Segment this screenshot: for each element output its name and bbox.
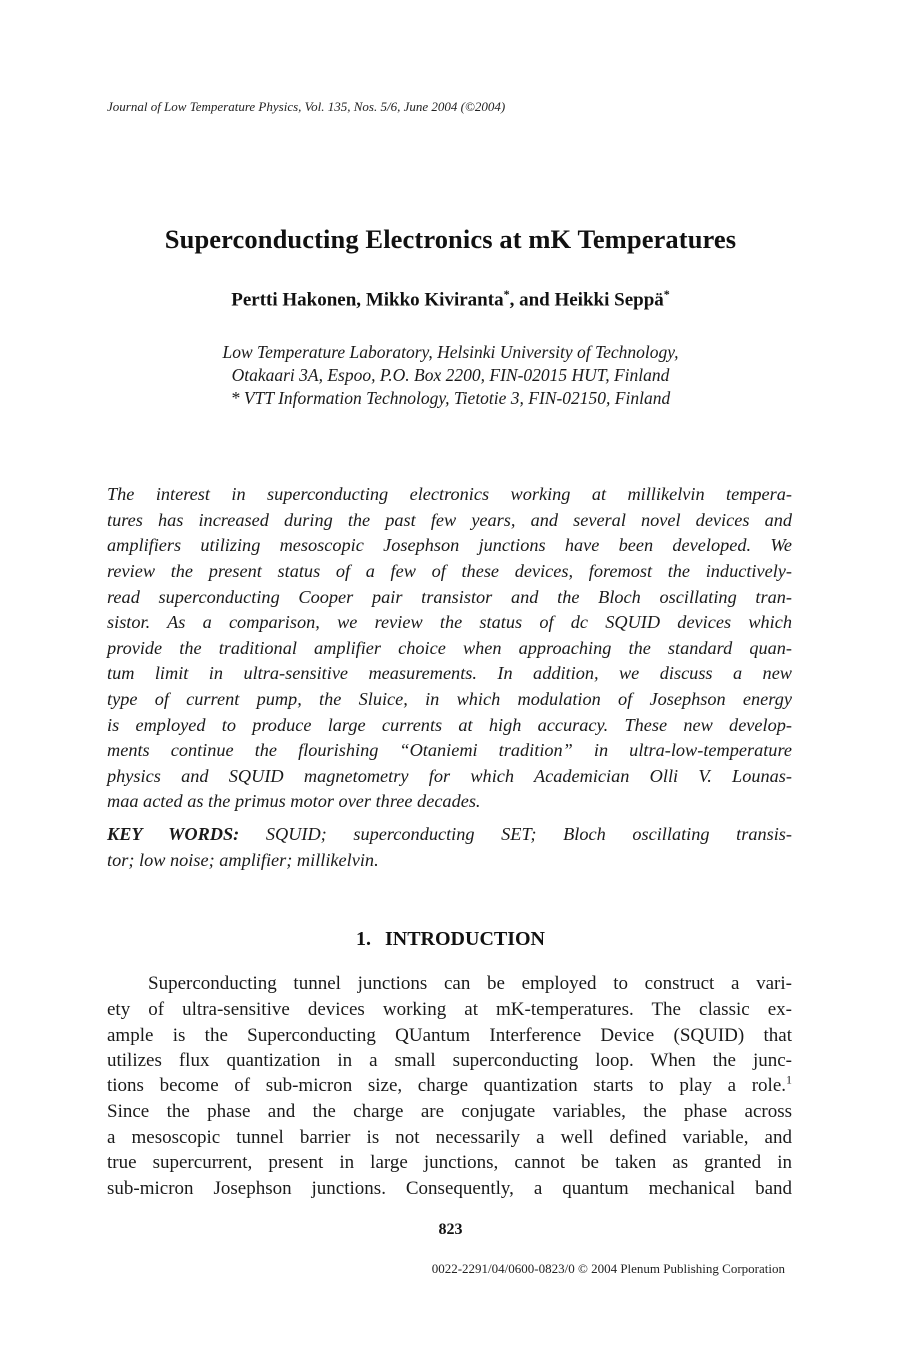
- abstract-line: tures has increased during the past few years, and several novel devices and: [107, 510, 792, 530]
- body-line: a mesoscopic tunnel barrier is not necessarily a well defined variable, and: [107, 1127, 792, 1148]
- abstract-line: maa acted as the primus motor over three decades.: [107, 791, 481, 811]
- affiliation-line: Low Temperature Laboratory, Helsinki University of Technology,: [222, 342, 679, 362]
- abstract-line: provide the traditional amplifier choice when approaching the standard quan-: [107, 638, 792, 658]
- abstract-line: ments continue the flourishing “Otaniemi tradition” in ultra-low-temperature: [107, 740, 792, 760]
- body-line: sub-micron Josephson junctions. Consequently, a quantum mechanical band: [107, 1178, 792, 1199]
- abstract-line: physics and SQUID magnetometry for which Academician Olli V. Lounas-: [107, 766, 792, 786]
- abstract-line: type of current pump, the Sluice, in which modulation of Josephson energy: [107, 689, 792, 709]
- page-number: 823: [438, 1221, 463, 1238]
- paper-title: Superconducting Electronics at mK Temperatures: [164, 224, 737, 254]
- reference-mark: 1: [786, 1072, 792, 1087]
- affiliation-line: Otakaari 3A, Espoo, P.O. Box 2200, FIN-02015 HUT, Finland: [231, 365, 670, 385]
- abstract-line: read superconducting Cooper pair transistor and the Bloch oscillating tran-: [107, 587, 792, 607]
- keywords-line: [107, 823, 792, 845]
- affiliation-line: * VTT Information Technology, Tietotie 3, FIN-02150, Finland: [230, 388, 671, 408]
- author-name: Pertti Hakonen,: [231, 289, 366, 311]
- section-heading: [0, 928, 901, 951]
- keywords-line: tor; low noise; amplifier; millikelvin.: [107, 850, 379, 870]
- copyright-line: 0022-2291/04/0600-0823/0 © 2004 Plenum Publishing Corporation: [431, 1261, 785, 1276]
- abstract-line: amplifiers utilizing mesoscopic Josephson junctions have been developed. We: [107, 535, 792, 555]
- author-separator: , and: [509, 289, 555, 311]
- body-line: [107, 1074, 792, 1098]
- abstract-line: tum limit in ultra-sensitive measurements. In addition, we discuss a new: [107, 663, 792, 683]
- body-line: Superconducting tunnel junctions can be employed to construct a vari-: [148, 973, 792, 994]
- body-text: tions become of sub-micron size, charge quantization starts to play a role.: [107, 1075, 786, 1096]
- journal-citation: Journal of Low Temperature Physics, Vol. 135, Nos. 5/6, June 2004 (©2004): [107, 99, 506, 114]
- body-line: ety of ultra-sensitive devices working at mK-temperatures. The classic ex-: [107, 999, 792, 1020]
- section-title: INTRODUCTION: [384, 928, 546, 950]
- abstract-line: is employed to produce large currents at high accuracy. These new develop-: [107, 715, 792, 735]
- affiliation-mark: *: [503, 287, 510, 301]
- abstract-line: The interest in superconducting electronics working at millikelvin tempera-: [107, 484, 792, 504]
- body-line: utilizes flux quantization in a small superconducting loop. When the junc-: [107, 1050, 792, 1071]
- abstract-line: review the present status of a few of these devices, foremost the inductively-: [107, 561, 792, 581]
- body-line: ample is the Superconducting QUantum Interference Device (SQUID) that: [107, 1025, 792, 1046]
- author-name: Heikki Seppä: [554, 289, 664, 311]
- keywords-label: KEY WORDS:: [107, 824, 240, 844]
- body-line: true supercurrent, present in large junctions, cannot be taken as granted in: [107, 1152, 792, 1173]
- abstract-line: sistor. As a comparison, we review the status of dc SQUID devices which: [107, 612, 792, 632]
- affiliation-mark: *: [663, 287, 670, 301]
- author-name: Mikko Kiviranta: [365, 289, 504, 311]
- section-number: 1.: [355, 928, 371, 950]
- author-list: [0, 287, 901, 311]
- body-line: Since the phase and the charge are conjugate variables, the phase across: [107, 1101, 792, 1122]
- keywords-text: SQUID; superconducting SET; Bloch oscillating transis-: [239, 824, 792, 844]
